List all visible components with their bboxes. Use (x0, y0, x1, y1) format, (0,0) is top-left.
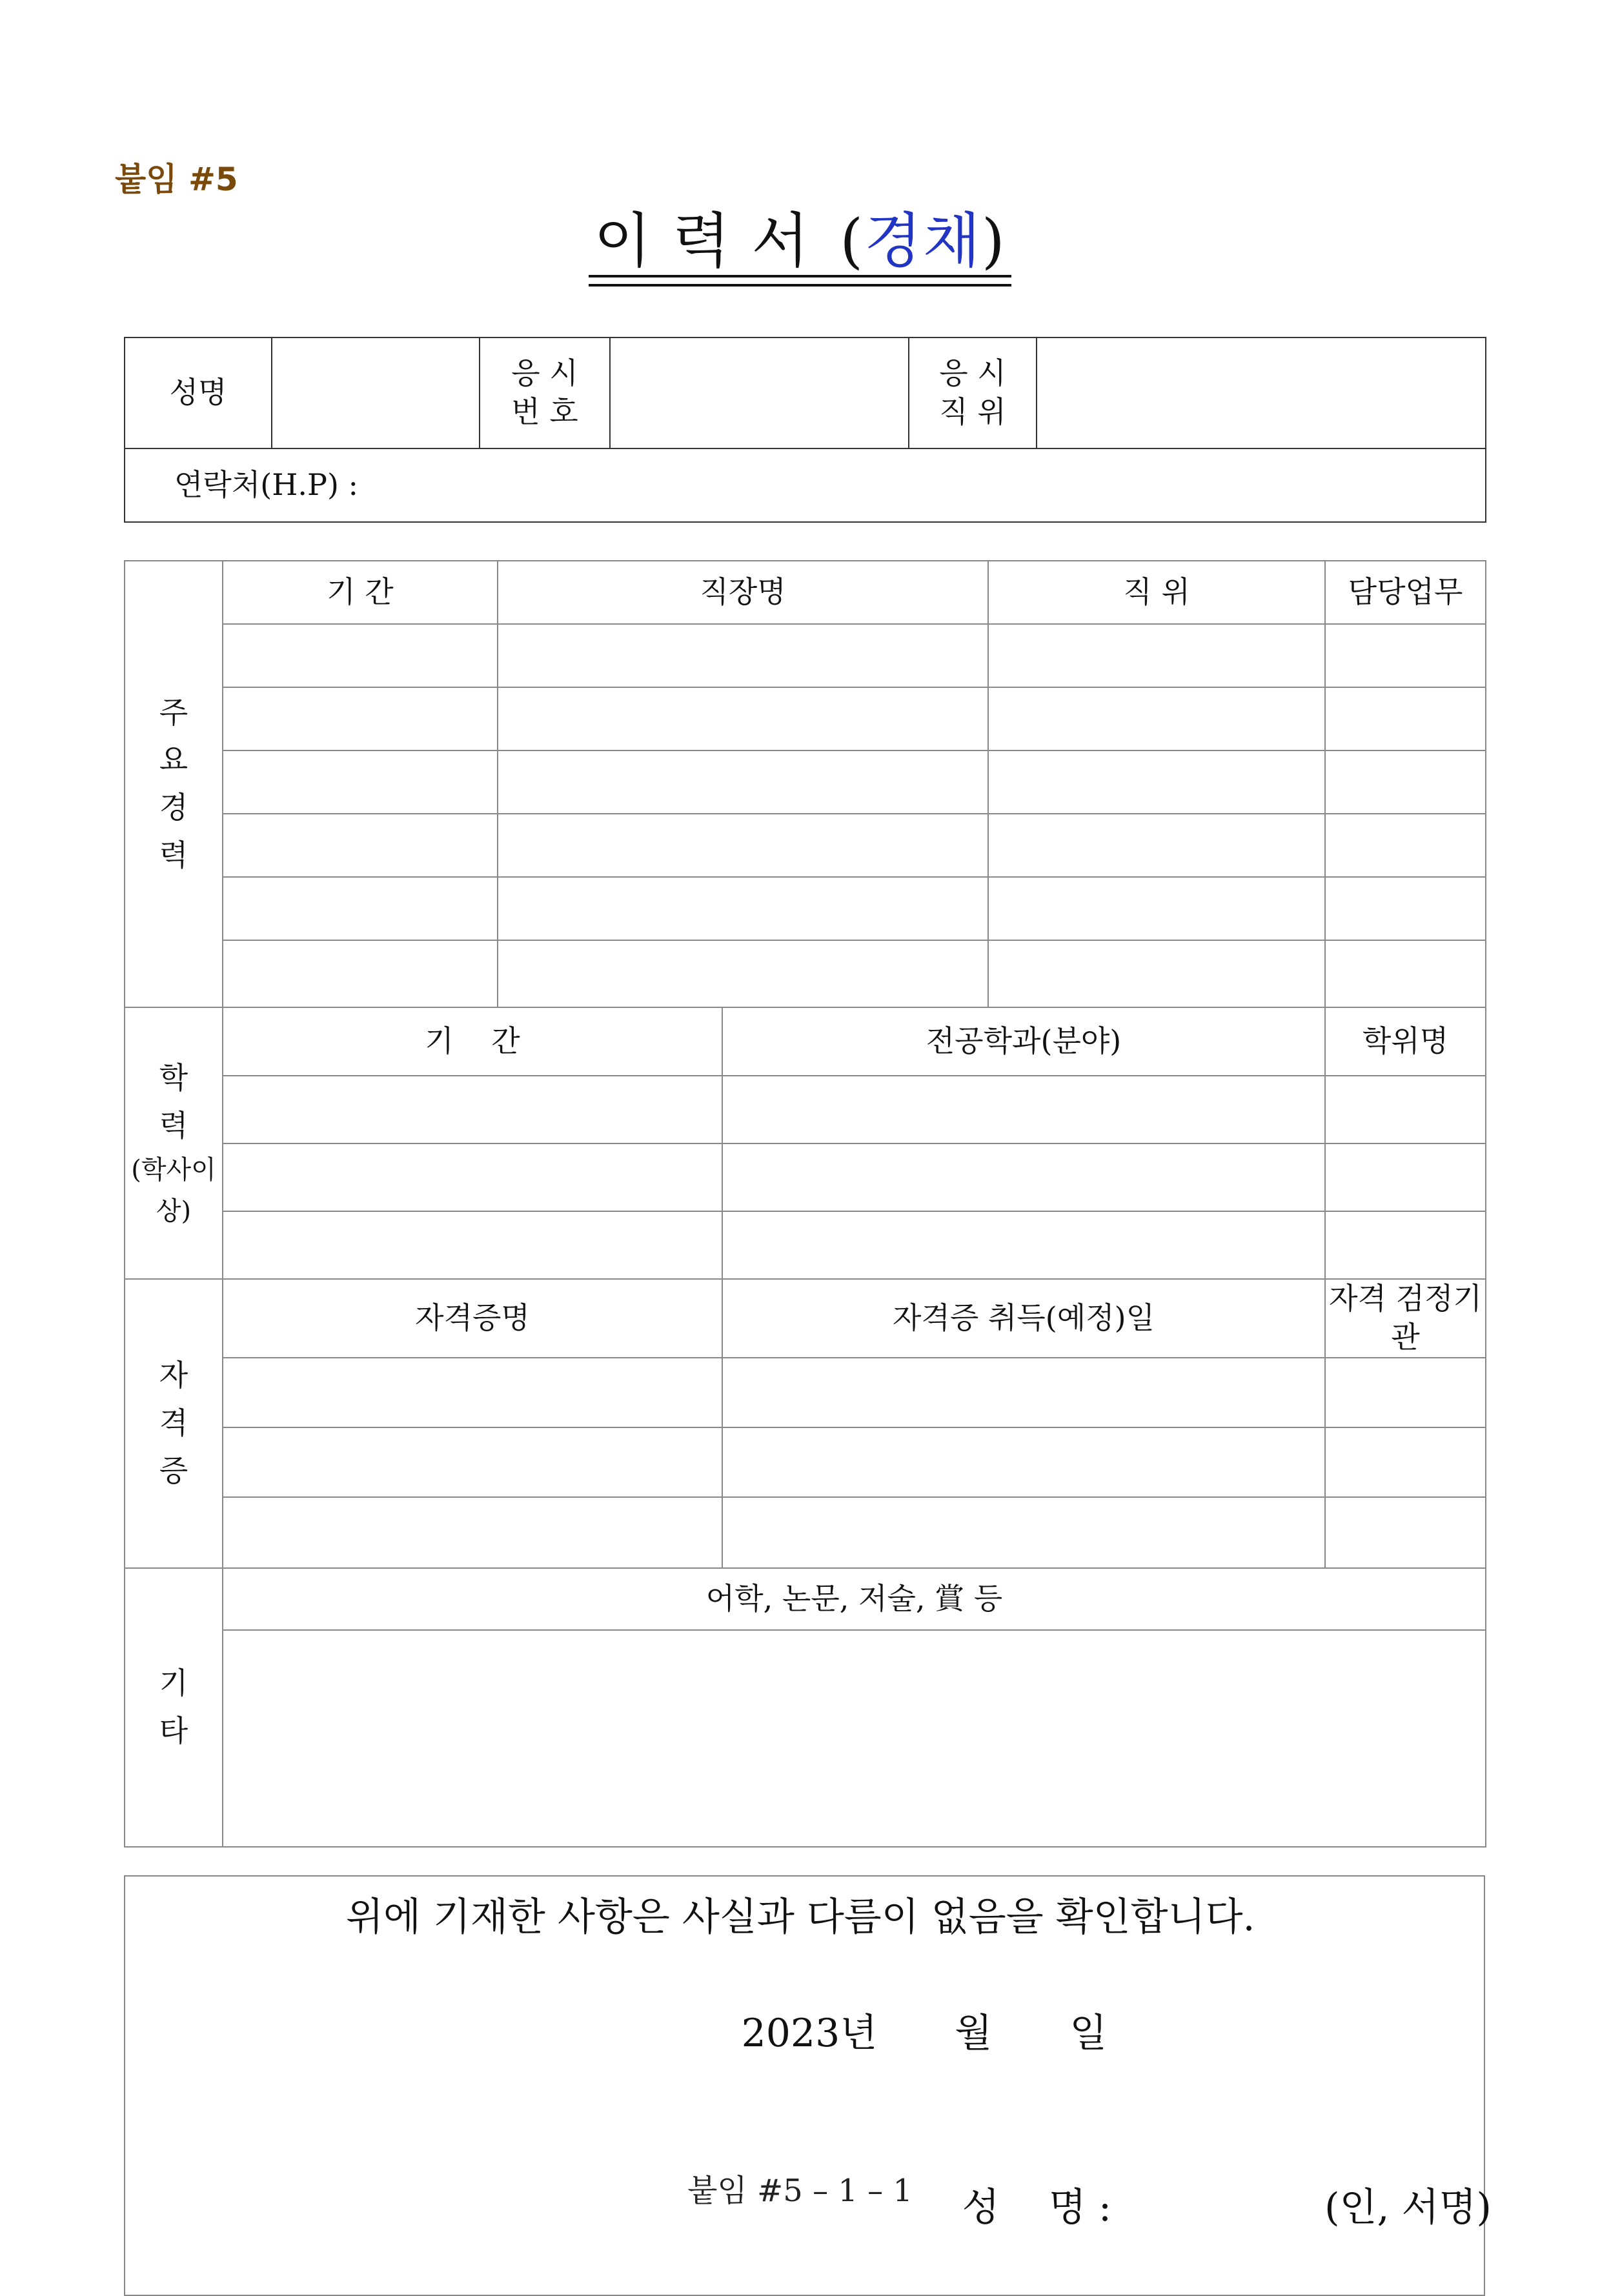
certificate-header-issuer: 자격 검정기관 (1325, 1279, 1486, 1358)
applied-position-field[interactable] (1037, 337, 1486, 448)
career-period-cell[interactable] (223, 940, 498, 1007)
career-period-cell[interactable] (223, 750, 498, 814)
career-position-cell[interactable] (988, 750, 1325, 814)
table-row (125, 750, 1486, 814)
career-duties-cell[interactable] (1325, 877, 1486, 940)
other-section-text: 기타 (159, 1666, 188, 1748)
education-major-cell[interactable] (722, 1076, 1325, 1143)
page-title (0, 194, 1600, 287)
education-period-cell[interactable] (223, 1143, 722, 1211)
career-header-period: 기 간 (223, 561, 498, 624)
applied-position-label-line2: 직 위 (939, 394, 1006, 429)
career-period-cell[interactable] (223, 687, 498, 750)
exam-number-field[interactable] (610, 337, 909, 448)
title-main: 이 력 서 (594, 206, 811, 276)
education-period-cell[interactable] (223, 1211, 722, 1279)
contact-label: 연락처(H.P) : (174, 467, 359, 503)
name-field[interactable] (272, 337, 480, 448)
career-position-cell[interactable] (988, 687, 1325, 750)
career-company-cell[interactable] (498, 877, 988, 940)
education-degree-cell[interactable] (1325, 1211, 1486, 1279)
title-paren-open: ( (840, 206, 865, 276)
education-section-text: 학력 (159, 1060, 188, 1143)
declaration-year: 2023년 (741, 2011, 878, 2056)
title-type: 경채 (864, 206, 982, 276)
signature-note: (인, 서명) (1324, 2185, 1492, 2230)
other-section-label (125, 1568, 223, 1847)
declaration-day: 일 (1069, 2011, 1108, 2056)
education-major-cell[interactable] (722, 1143, 1325, 1211)
other-content-cell[interactable] (223, 1630, 1486, 1847)
exam-number-label-line2: 번 호 (511, 394, 578, 429)
certificate-issuer-cell[interactable] (1325, 1497, 1486, 1568)
career-period-cell[interactable] (223, 877, 498, 940)
education-section-label (125, 1007, 223, 1279)
career-period-cell[interactable] (223, 814, 498, 877)
career-position-cell[interactable] (988, 624, 1325, 687)
exam-number-label (480, 337, 610, 448)
table-row (125, 1143, 1486, 1211)
certificate-header-name: 자격증명 (223, 1279, 722, 1358)
table-row (125, 877, 1486, 940)
applied-position-label-line1: 응 시 (939, 356, 1006, 391)
education-section-note: (학사이상) (131, 1155, 216, 1227)
declaration-statement: 위에 기재한 사항은 사실과 다름이 없음을 확인합니다. (346, 1895, 1255, 1940)
career-company-cell[interactable] (498, 687, 988, 750)
career-section-text: 주요경력 (159, 694, 188, 872)
certificate-date-cell[interactable] (722, 1497, 1325, 1568)
title-paren-close: ) (981, 206, 1006, 276)
career-position-cell[interactable] (988, 814, 1325, 877)
education-header-period: 기 간 (223, 1007, 722, 1076)
table-row (125, 1211, 1486, 1279)
signature-label: 성 명 : (962, 2185, 1112, 2230)
career-company-cell[interactable] (498, 940, 988, 1007)
applicant-info-table (124, 337, 1486, 523)
declaration-box (124, 1875, 1492, 2296)
certificate-name-cell[interactable] (223, 1497, 722, 1568)
contact-field[interactable] (125, 448, 1486, 522)
career-duties-cell[interactable] (1325, 750, 1486, 814)
career-duties-cell[interactable] (1325, 687, 1486, 750)
education-degree-cell[interactable] (1325, 1076, 1486, 1143)
resume-table (124, 560, 1486, 1848)
table-row (125, 687, 1486, 750)
career-header-position: 직 위 (988, 561, 1325, 624)
table-row (125, 1497, 1486, 1568)
certificate-header-date: 자격증 취득(예정)일 (722, 1279, 1325, 1358)
exam-number-label-line1: 응 시 (511, 356, 578, 391)
attachment-label: 붙임 #5 (115, 161, 238, 198)
table-row (125, 1358, 1486, 1427)
certificate-section-label (125, 1279, 223, 1568)
certificate-issuer-cell[interactable] (1325, 1358, 1486, 1427)
career-duties-cell[interactable] (1325, 940, 1486, 1007)
career-header-duties: 담당업무 (1325, 561, 1486, 624)
table-row (125, 624, 1486, 687)
declaration-month: 월 (955, 2011, 993, 2056)
certificate-issuer-cell[interactable] (1325, 1427, 1486, 1497)
table-row (125, 1427, 1486, 1497)
table-row (125, 1076, 1486, 1143)
declaration-content (125, 1876, 1492, 2295)
page-footer: 붙임 #5 – 1 – 1 (687, 2173, 913, 2209)
education-period-cell[interactable] (223, 1076, 722, 1143)
name-label: 성명 (125, 337, 272, 448)
career-company-cell[interactable] (498, 750, 988, 814)
career-position-cell[interactable] (988, 940, 1325, 1007)
career-section-label (125, 561, 223, 1007)
certificate-date-cell[interactable] (722, 1427, 1325, 1497)
education-degree-cell[interactable] (1325, 1143, 1486, 1211)
applied-position-label (909, 337, 1037, 448)
career-duties-cell[interactable] (1325, 624, 1486, 687)
certificate-name-cell[interactable] (223, 1427, 722, 1497)
certificate-section-text: 자격증 (159, 1358, 188, 1488)
education-header-major: 전공학과(분야) (722, 1007, 1325, 1076)
career-position-cell[interactable] (988, 877, 1325, 940)
certificate-name-cell[interactable] (223, 1358, 722, 1427)
table-row (125, 814, 1486, 877)
career-period-cell[interactable] (223, 624, 498, 687)
career-company-cell[interactable] (498, 814, 988, 877)
career-header-company: 직장명 (498, 561, 988, 624)
career-company-cell[interactable] (498, 624, 988, 687)
table-row (125, 940, 1486, 1007)
education-header-degree: 학위명 (1325, 1007, 1486, 1076)
education-major-cell[interactable] (722, 1211, 1325, 1279)
other-header: 어학, 논문, 저술, 賞 등 (223, 1568, 1486, 1630)
career-duties-cell[interactable] (1325, 814, 1486, 877)
certificate-date-cell[interactable] (722, 1358, 1325, 1427)
